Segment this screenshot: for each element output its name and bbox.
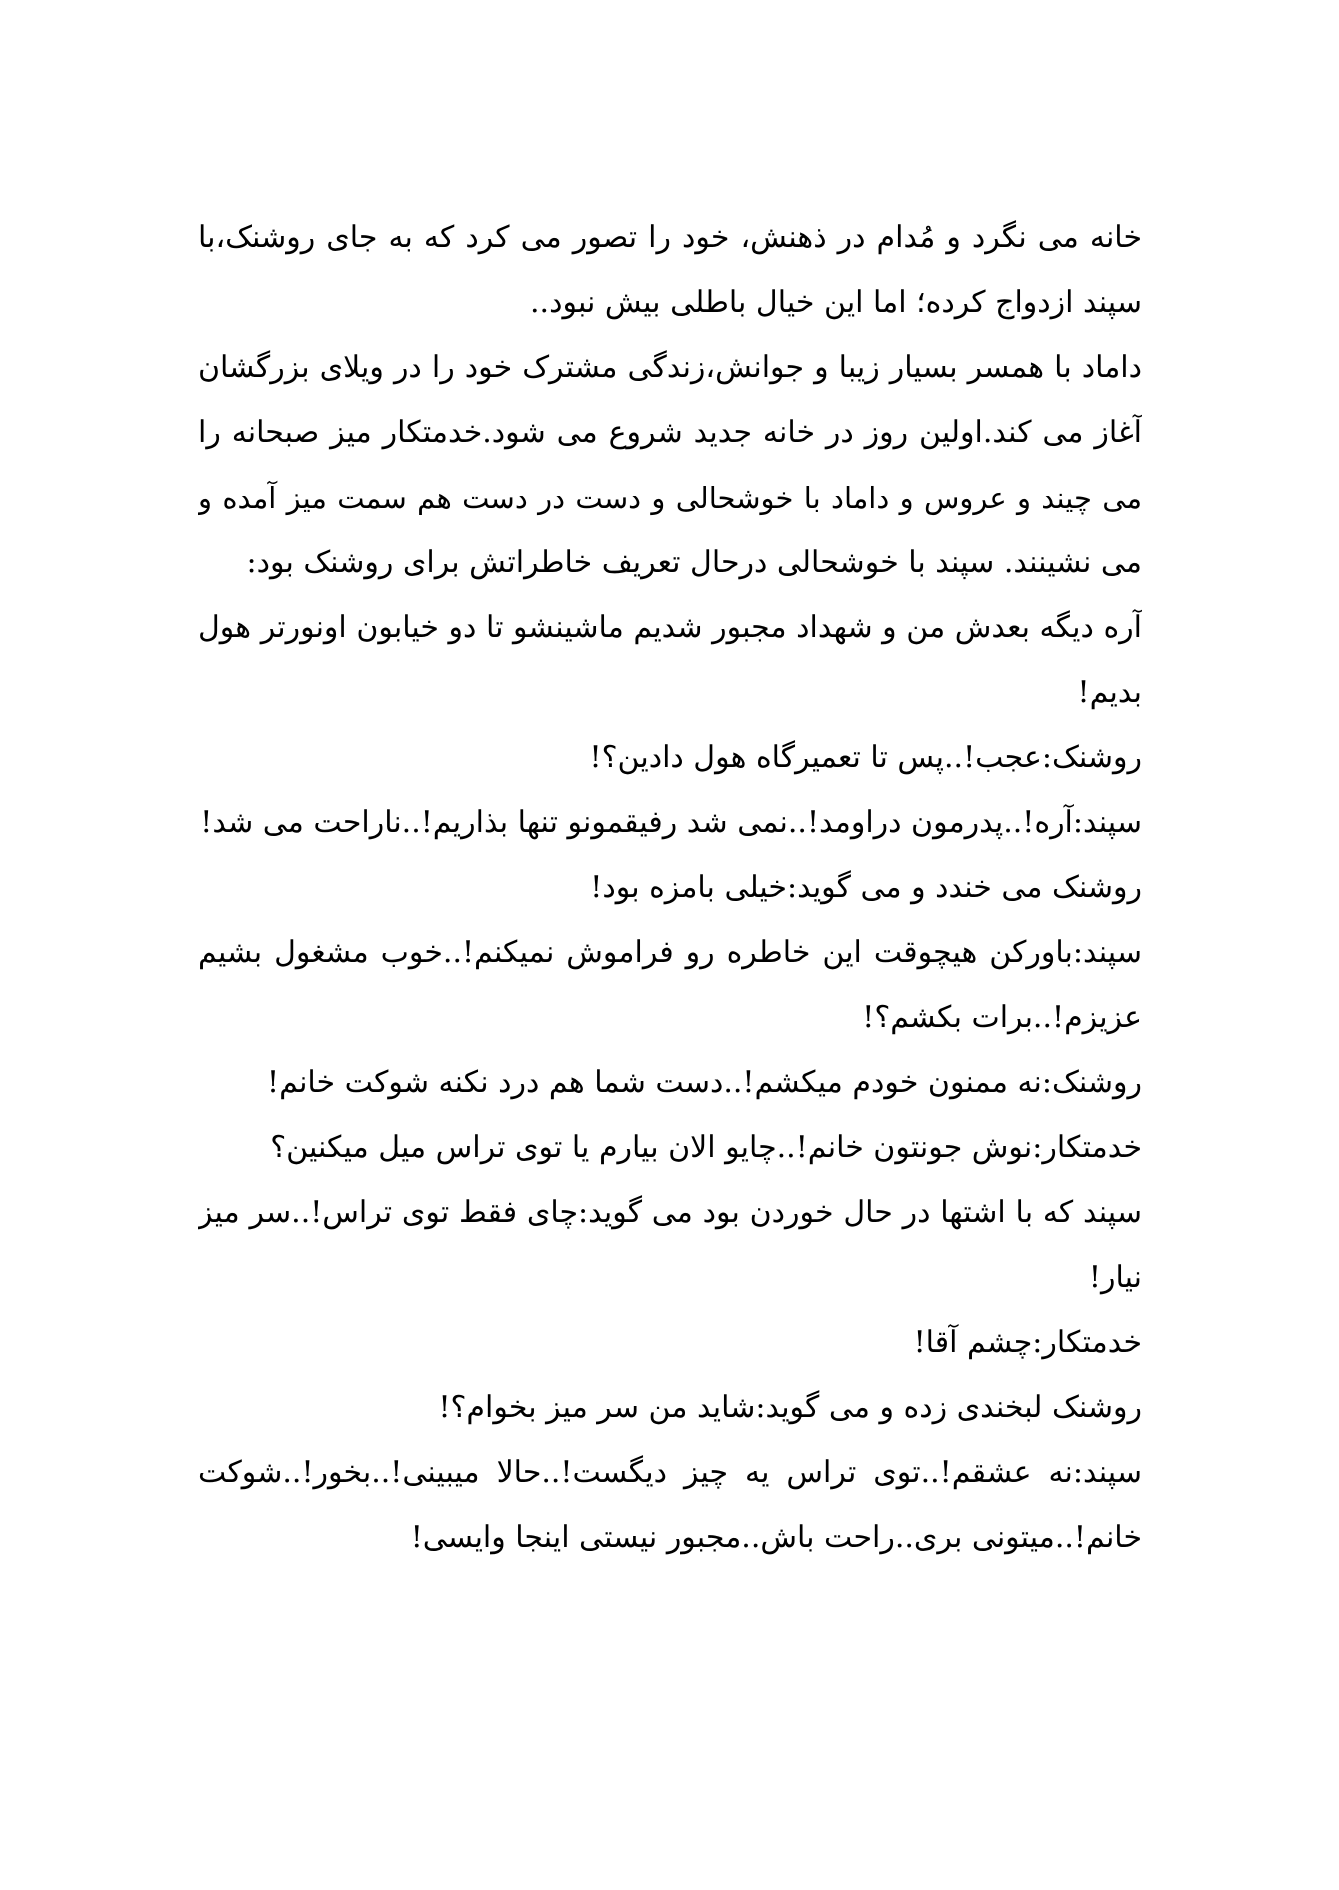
text-line: می چیند و عروس و داماد با خوشحالی و دست در دست هم سمت میز آمده و (198, 481, 1142, 515)
text-line: سپند:باورکن هیچوقت این خاطره رو فراموش نمیکنم!..خوب مشغول بشیم (198, 935, 1142, 970)
text-line: سپند:آره!..پدرمون دراومد!..نمی شد رفیقمونو تنها بذاریم!..ناراحت می شد! (200, 805, 1142, 840)
text-line: خانم!..میتونی بری..راحت باش..مجبور نیستی اینجا وایسی! (410, 1520, 1142, 1555)
text-line: خانه می نگرد و مُدام در ذهنش، خود را تصور می کرد که به جای روشنک،با (198, 220, 1142, 255)
text-line: عزیزم!..برات بکشم؟! (862, 1000, 1142, 1035)
text-line: نیار! (1088, 1260, 1142, 1295)
body-text (198, 208, 1142, 1573)
text-line: روشنک:عجب!..پس تا تعمیرگاه هول دادین؟! (589, 740, 1142, 775)
text-line: سپند:نه عشقم!..توی تراس یه چیز دیگست!..حالا میبینی!..بخور!..شوکت (198, 1455, 1142, 1490)
text-line: سپند که با اشتها در حال خوردن بود می گوید:چای فقط توی تراس!..سر میز (198, 1195, 1142, 1230)
text-line: روشنک لبخندی زده و می گوید:شاید من سر میز بخوام؟! (438, 1390, 1142, 1425)
text-line: سپند ازدواج کرده؛ اما این خیال باطلی بیش نبود.. (530, 285, 1142, 320)
text-line: آره دیگه بعدش من و شهداد مجبور شدیم ماشینشو تا دو خیابون اونورتر هول (198, 610, 1142, 645)
text-line: خدمتکار:نوش جونتون خانم!..چایو الان بیارم یا توی تراس میل میکنین؟ (270, 1130, 1142, 1165)
text-line: آغاز می کند.اولین روز در خانه جدید شروع می شود.خدمتکار میز صبحانه را (198, 415, 1142, 450)
text-line: داماد با همسر بسیار زیبا و جوانش،زندگی مشترک خود را در ویلای بزرگشان (198, 350, 1142, 385)
text-line: روشنک می خندد و می گوید:خیلی بامزه بود! (590, 870, 1142, 905)
text-line: خدمتکار:چشم آقا! (913, 1325, 1142, 1360)
text-line: روشنک:نه ممنون خودم میکشم!..دست شما هم درد نکنه شوکت خانم! (267, 1065, 1142, 1100)
text-line: بدیم! (1077, 675, 1142, 710)
text-line: می نشینند. سپند با خوشحالی درحال تعریف خاطراتش برای روشنک بود: (246, 545, 1142, 580)
